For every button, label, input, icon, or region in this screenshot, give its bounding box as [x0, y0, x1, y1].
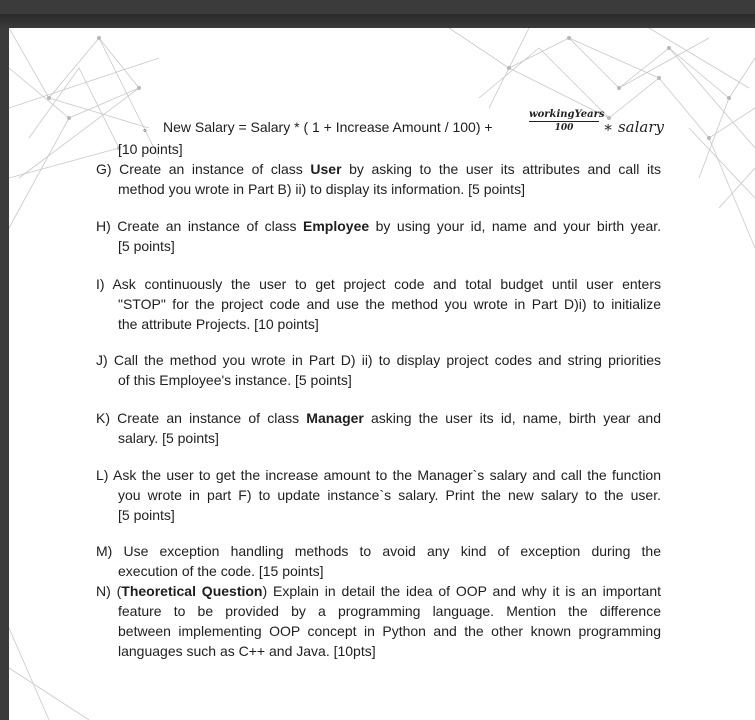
formula-text: New Salary = Salary * ( 1 + Increase Amount / 100) +: [163, 119, 493, 135]
fraction-bar: [529, 121, 599, 122]
fraction-denominator: 100: [554, 123, 574, 133]
item-i-line-3: the attribute Projects. [10 points]: [118, 316, 319, 332]
item-n: [96, 581, 661, 601]
item-g: [96, 159, 661, 179]
item-j-line-2: of this Employee's instance. [5 points]: [118, 372, 352, 388]
document-page: [9, 28, 755, 720]
fraction-numerator: workingYears: [529, 109, 605, 120]
document-content: [9, 28, 755, 720]
item-i-wrap-2: [118, 294, 661, 314]
item-i-line-2: "STOP" for the project code and use the method you wrote in Part D)i) to initialize: [118, 296, 661, 312]
item-i-line-1: I) Ask continuously the user to get project code and total budget until user enters: [96, 276, 661, 292]
item-h: [96, 216, 661, 236]
item-h-line-2: [5 points]: [118, 238, 175, 254]
item-l-wrap-2: [118, 485, 661, 505]
item-m: [96, 541, 661, 561]
item-m-line-1: M) Use exception handling methods to avoid any kind of exception during the: [96, 543, 661, 559]
item-n-line-4: languages such as C++ and Java. [10pts]: [118, 643, 376, 659]
item-l: [96, 465, 661, 485]
item-n-wrap-3: [118, 621, 661, 641]
formula-points: [10 points]: [118, 141, 183, 157]
item-j-line-1: J) Call the method you wrote in Part D) ii) to display project codes and string priorities: [96, 352, 661, 368]
formula-tail: ∗ salary: [603, 118, 664, 136]
item-g-line-1: G) Create an instance of class User by asking to the user its attributes and call its: [96, 161, 661, 177]
item-n-line-2: feature to be provided by a programming language. Mention the difference: [118, 603, 661, 619]
item-l-line-3: [5 points]: [118, 507, 175, 523]
page-top-shadow: [0, 14, 755, 28]
bullet-icon: ◦: [143, 125, 147, 137]
formula-fraction: [529, 109, 605, 133]
item-l-line-2: you wrote in part F) to update instance`s salary. Print the new salary to the user.: [118, 487, 661, 503]
item-n-line-3: between implementing OOP concept in Python and the other known programming: [118, 623, 661, 639]
item-k-line-1: K) Create an instance of class Manager asking the user its id, name, birth year and: [96, 410, 661, 426]
item-h-line-1: H) Create an instance of class Employee by using your id, name and your birth year.: [96, 218, 661, 234]
item-k-line-2: salary. [5 points]: [118, 430, 219, 446]
item-j: [96, 350, 661, 370]
item-n-wrap-2: [118, 601, 661, 621]
item-m-line-2: execution of the code. [15 points]: [118, 563, 324, 579]
item-l-line-1: L) Ask the user to get the increase amount to the Manager`s salary and call the function: [96, 467, 661, 483]
item-g-line-2: method you wrote in Part B) ii) to display its information. [5 points]: [118, 181, 525, 197]
item-i: [96, 274, 661, 294]
item-k: [96, 408, 661, 428]
item-n-line-1: N) (Theoretical Question) Explain in detail the idea of OOP and why it is an important: [96, 583, 661, 599]
